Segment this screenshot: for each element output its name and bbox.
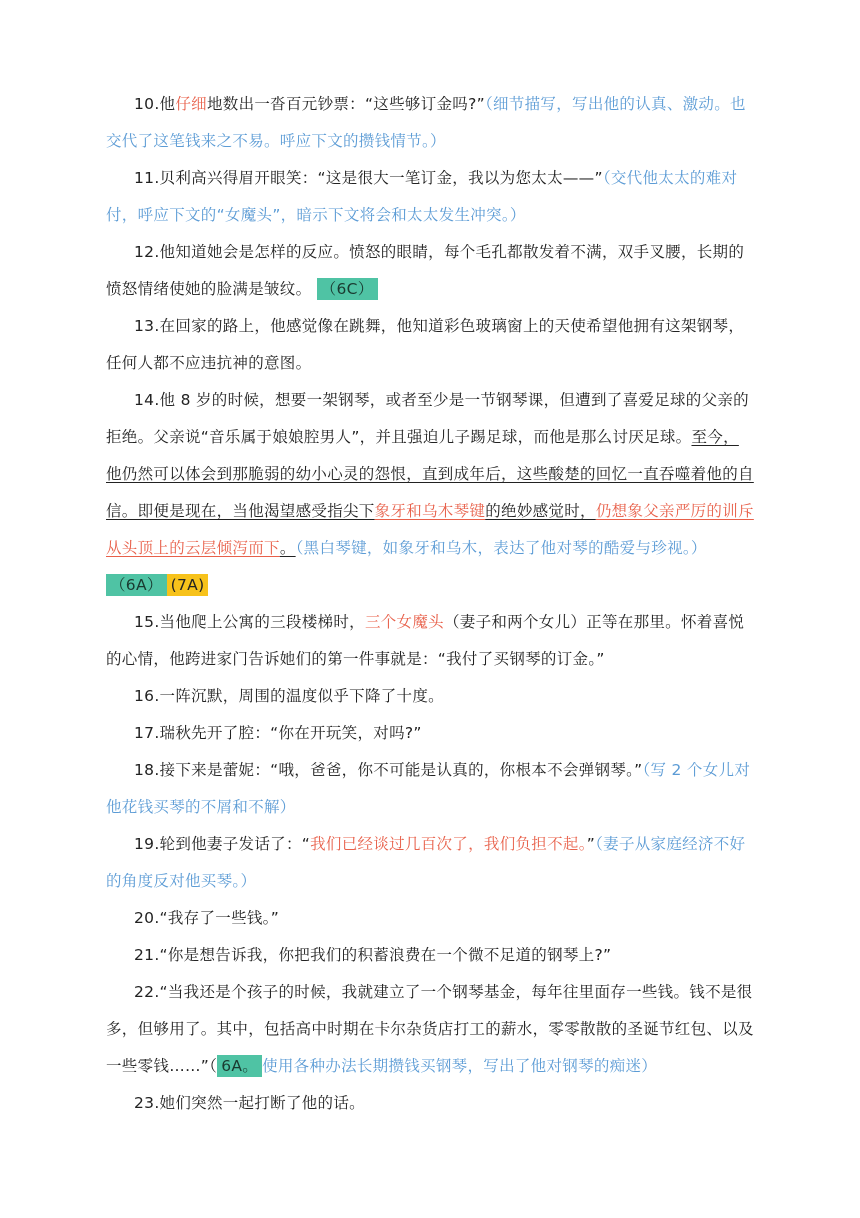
tag-6a: 6A。 [217, 1055, 262, 1077]
paragraph-18 [106, 752, 754, 826]
annotation: 使用各种办法长期攒钱买钢琴，写出了他对钢琴的痴迷） [262, 1057, 658, 1075]
underlined-text: 。 [279, 539, 296, 557]
underlined-text: 至今，他仍然可以体会到那脆弱的幼小心灵的怨恨，直到成年后，这些酸楚的回忆一直吞噬着他的自信。即便是现在，当他渴望感受指尖下 [106, 428, 754, 520]
text: 13.在回家的路上，他感觉像在跳舞，他知道彩色玻璃窗上的天使希望他拥有这架钢琴，任何人都不应违抗神的意图。 [106, 317, 745, 372]
paragraph-15 [106, 604, 754, 678]
text: 22.“当我还是个孩子的时候，我就建立了一个钢琴基金，每年往里面存一些钱。钱不是很多，但够用了。其中，包括高中时期在卡尔杂货店打工的薪水，零零散散的圣诞节红包、以及一些零钱……”（ [106, 983, 754, 1075]
underlined-red-text: 象牙和乌木琴键 [374, 502, 486, 520]
text: 12.他知道她会是怎样的反应。愤怒的眼睛，每个毛孔都散发着不满，双手叉腰，长期的愤怒情绪使她的脸满是皱纹。 [106, 243, 745, 298]
paragraph-12 [106, 234, 754, 308]
highlight-red: 三个女魔头 [364, 613, 444, 631]
annotation: （细节描写，写出他的认真、激动。也交代了这笔钱来之不易。呼应下文的攒钱情节。） [106, 95, 746, 150]
highlight-red: 仔细 [175, 95, 207, 113]
text: 18.接下来是蕾妮：“哦，爸爸，你不可能是认真的，你根本不会弹钢琴。” [134, 761, 643, 779]
text: （妻子和两个女儿）正等在那里。怀着喜悦的心情，他跨进家门告诉她们的第一件事就是：“我付了买钢琴的订金。” [106, 613, 745, 668]
text: 15.当他爬上公寓的三段楼梯时， [134, 613, 365, 631]
text: 19.轮到他妻子发话了：“ [134, 835, 311, 853]
paragraph-19 [106, 826, 754, 900]
tag-7a: (7A) [167, 574, 209, 596]
paragraph-14 [106, 382, 754, 604]
underlined-text: 的绝妙感觉时， [485, 502, 596, 520]
paragraph-13 [106, 308, 754, 382]
paragraph-10 [106, 86, 754, 160]
text: 23.她们突然一起打断了他的话。 [134, 1094, 365, 1112]
annotation: （交代他太太的难对付，呼应下文的“女魔头”，暗示下文将会和太太发生冲突。） [106, 169, 738, 224]
paragraph-16 [106, 678, 754, 715]
annotation: （妻子从家庭经济不好的角度反对他买琴。） [106, 835, 746, 890]
text: 11.贝利高兴得眉开眼笑：“这是很大一笔订金，我以为您太太——” [134, 169, 603, 187]
text: 地数出一沓百元钞票：“这些够订金吗?” [206, 95, 485, 113]
paragraph-17 [106, 715, 754, 752]
tag-6c: （6C） [317, 278, 378, 300]
highlight-red: 我们已经谈过几百次了，我们负担不起。 [310, 835, 587, 853]
paragraph-20 [106, 900, 754, 937]
text: ” [586, 835, 596, 853]
paragraph-22 [106, 974, 754, 1085]
paragraph-11 [106, 160, 754, 234]
annotation: （黑白琴键，如象牙和乌木，表达了他对琴的酷爱与珍视。） [295, 539, 707, 557]
text: 21.“你是想告诉我，你把我们的积蓄浪费在一个微不足道的钢琴上?” [134, 946, 612, 964]
paragraph-21 [106, 937, 754, 974]
text: 17.瑞秋先开了腔：“你在开玩笑，对吗?” [134, 724, 422, 742]
tag-6a: （6A） [106, 574, 167, 596]
text: 10.他 [134, 95, 176, 113]
text: 16.一阵沉默，周围的温度似乎下降了十度。 [134, 687, 444, 705]
text: 14.他 8 岁的时候，想要一架钢琴，或者至少是一节钢琴课，但遭到了喜爱足球的父亲的拒绝。父亲说“音乐属于娘娘腔男人”，并且强迫儿子踢足球，而他是那么讨厌足球。 [106, 391, 749, 446]
text: 20.“我存了一些钱。” [134, 909, 280, 927]
annotation: （写 2 个女儿对他花钱买琴的不屑和不解） [106, 761, 751, 816]
paragraph-23 [106, 1085, 754, 1122]
underlined-red-text: 仍想象父亲严厉的训斥从头顶上的云层倾泻而下 [106, 502, 754, 557]
